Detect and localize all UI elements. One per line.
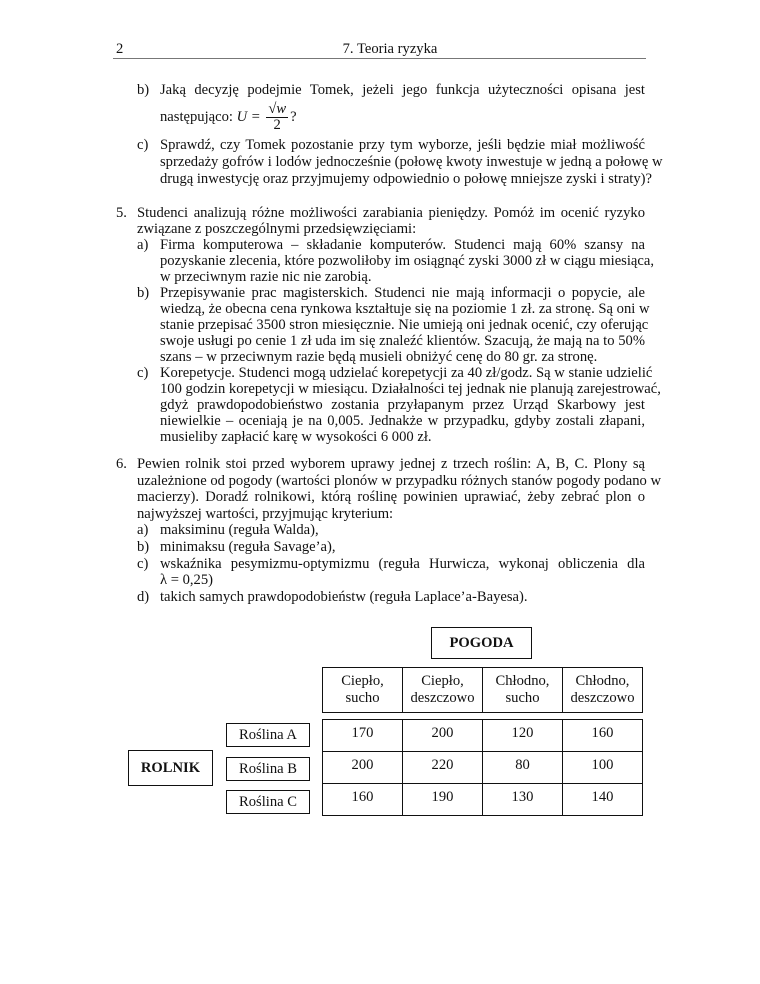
text-line: Sprawdź, czy Tomek pozostanie przy tym wyborze, jeśli będzie miał możliwość [160,137,645,153]
text-line: pozyskanie zlecenia, które pozwoliłoby im osiągnąć zyski 3000 zł w ciągu miesiąca, [160,253,654,269]
column-group-header: POGODA [431,627,532,659]
text-line: Przepisywanie prac magisterskich. Studenci nie mają informacji o popycie, ale [160,285,645,301]
utility-formula-line [160,102,297,133]
text-line: maksiminu (reguła Walda), [160,522,319,539]
column-header-line: deszczowo [410,690,475,706]
matrix-cell: 160 [562,719,643,752]
row-label: Roślina A [226,723,310,747]
item-label: a) [137,237,149,253]
text-line: swoje usługi po cenie 1 zł uda im się znaleźć klientów. Szacują, że mają na to 50% [160,333,645,349]
matrix-cell: 120 [482,719,563,752]
matrix-cell: 80 [482,751,563,784]
text: następująco: [160,109,233,125]
text-line: związane z poszczególnymi przedsięwzięciami: [137,221,417,237]
text-line: minimaksu (reguła Savage’a), [160,539,336,555]
header-rule [113,58,646,59]
item-label: c) [137,555,149,572]
matrix-cell: 220 [402,751,483,784]
text-line: 100 godzin korepetycji w miesiącu. Działalności tej jednak nie planują zarejestrować, [160,381,661,397]
matrix-cell: 100 [562,751,643,784]
row-group-header: ROLNIK [128,750,213,786]
row-label: Roślina C [226,790,310,814]
column-header-line: deszczowo [570,690,635,706]
column-header [322,667,403,713]
text-line: szans – w przeciwnym razie będą musieli obniżyć cenę do 80 gr. za stronę. [160,349,598,365]
item-label: a) [137,522,149,539]
column-header-line: Ciepło, [421,673,464,689]
formula-fraction [266,102,288,133]
page-number: 2 [116,41,124,57]
column-header-line: Chłodno, [495,673,550,689]
row-label: Roślina B [226,757,310,781]
text-line: w przeciwnym razie nic nie zarobią. [160,269,372,285]
text: ? [290,109,297,125]
matrix-cell: 200 [402,719,483,752]
item-label: b) [137,82,150,98]
text-line: stanie przepisać 3500 stron miesięcznie. Nie umieją oni jednak ocenić, czy oferując [160,317,649,333]
text-line: takich samych prawdopodobieństw (reguła Laplace’a-Bayesa). [160,588,528,605]
column-header [562,667,643,713]
item-label: c) [137,365,149,381]
text-line: uzależnione od pogody (wartości plonów w przypadku różnych stanów pogody podano w [137,472,662,489]
task-number: 6. [116,456,127,472]
column-header [402,667,483,713]
text-line: macierzy). Doradź rolnikowi, którą roślinę powinien uprawiać, żeby zebrać plon o [137,489,645,506]
text-line: gdyż prawdopodobieństwo zostania przyłapanym przez Urząd Skarbowy jest [160,397,645,413]
column-header-line: Ciepło, [341,673,384,689]
column-header-line: sucho [505,690,540,706]
fraction-denominator: 2 [273,117,281,133]
matrix-cell: 130 [482,783,563,816]
formula-lhs: U = [236,109,261,125]
text-line: Studenci analizują różne możliwości zarabiania pieniędzy. Pomóż im ocenić ryzyko [137,205,645,221]
column-header [482,667,563,713]
matrix-cell: 200 [322,751,403,784]
fraction-numerator: √w [268,101,287,117]
text-line: Jaką decyzję podejmie Tomek, jeżeli jego funkcja użyteczności opisana jest [160,82,645,98]
text-line: λ = 0,25) [160,572,214,589]
item-label: c) [137,137,149,153]
text-line: niewielkie – oceniają je na 0,005. Jednakże w przypadku, gdyby zostali złapani, [160,413,645,429]
column-header-line: Chłodno, [575,673,630,689]
matrix-cell: 190 [402,783,483,816]
text-line: Pewien rolnik stoi przed wyborem uprawy jednej z trzech roślin: A, B, C. Plony są [137,456,645,472]
text-line: wskaźnika pesymizmu-optymizmu (reguła Hurwicza, wykonaj obliczenia dla [160,555,645,572]
item-label: b) [137,539,150,555]
text-line: najwyższej wartości, przyjmując kryterium: [137,505,394,522]
column-header-line: sucho [345,690,380,706]
text-line: wiedzą, że obecna cena rynkowa kształtuje się na poziomie 1 zł. za stronę. Są oni w [160,301,650,317]
matrix-cell: 140 [562,783,643,816]
item-label: d) [137,588,150,605]
text-line: drugą inwestycję oraz przyjmujemy odpowiednio o połowę mniejsze zyski i straty)? [160,171,652,187]
text-line: musieliby zapłacić karę w wysokości 6 000 zł. [160,429,432,445]
text-line: Korepetycje. Studenci mogą udzielać korepetycji za 40 zł/godz. Są w stanie udzielić [160,365,653,381]
text-line: sprzedaży gofrów i lodów jednocześnie (połowę kwoty inwestuje w jedną a połowę w [160,154,663,170]
text-line: Firma komputerowa – składanie komputerów. Studenci mają 60% szansy na [160,237,645,253]
matrix-cell: 170 [322,719,403,752]
item-label: b) [137,285,150,301]
chapter-title: 7. Teoria ryzyka [342,41,438,57]
matrix-cell: 160 [322,783,403,816]
task-number: 5. [116,205,127,221]
